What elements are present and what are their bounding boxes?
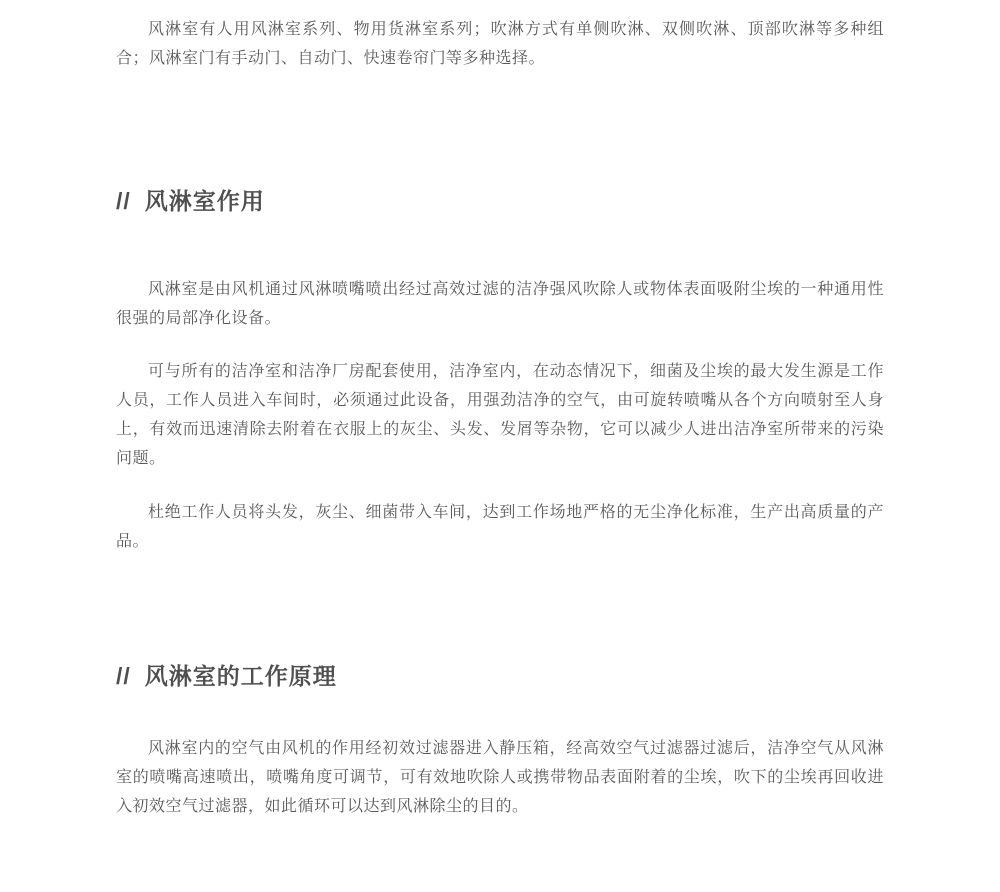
- heading-slash-marker: //: [116, 188, 131, 214]
- section-paragraph: 风淋室是由风机通过风淋喷嘴喷出经过高效过滤的洁净强风吹除人或物体表面吸附尘埃的一种通用性很强的局部净化设备。: [116, 281, 884, 327]
- heading-slash-marker: //: [116, 663, 131, 689]
- section-paragraph: 风淋室内的空气由风机的作用经初效过滤器进入静压箱，经高效空气过滤器过滤后，洁净空气从风淋室的喷嘴高速喷出，喷嘴角度可调节，可有效地吹除人或携带物品表面附着的尘埃，吹下的尘埃再回收进入初效空气过滤器，如此循环可以达到风淋除尘的目的。: [116, 740, 884, 815]
- intro-paragraph: 风淋室有人用风淋室系列、物用货淋室系列；吹淋方式有单侧吹淋、双侧吹淋、顶部吹淋等多种组合；风淋室门有手动门、自动门、快速卷帘门等多种选择。: [116, 21, 884, 67]
- section-air-shower-principle: [116, 660, 884, 821]
- section-paragraph: 可与所有的洁净室和洁净厂房配套使用，洁净室内，在动态情况下，细菌及尘埃的最大发生源是工作人员，工作人员进入车间时，必须通过此设备，用强劲洁净的空气，由可旋转喷嘴从各个方向喷射至人身上，有效而迅速清除去附着在衣服上的灰尘、头发、发屑等杂物，它可以减少人进出洁净室所带来的污染问题。: [116, 363, 884, 467]
- section-heading: [116, 660, 884, 693]
- section-heading: [116, 185, 884, 218]
- section-paragraph: 杜绝工作人员将头发，灰尘、细菌带入车间，达到工作场地严格的无尘净化标准，生产出高质量的产品。: [116, 504, 884, 550]
- section-title: 风淋室作用: [144, 188, 265, 214]
- section-title: 风淋室的工作原理: [144, 663, 337, 689]
- section-air-shower-function: [116, 185, 884, 556]
